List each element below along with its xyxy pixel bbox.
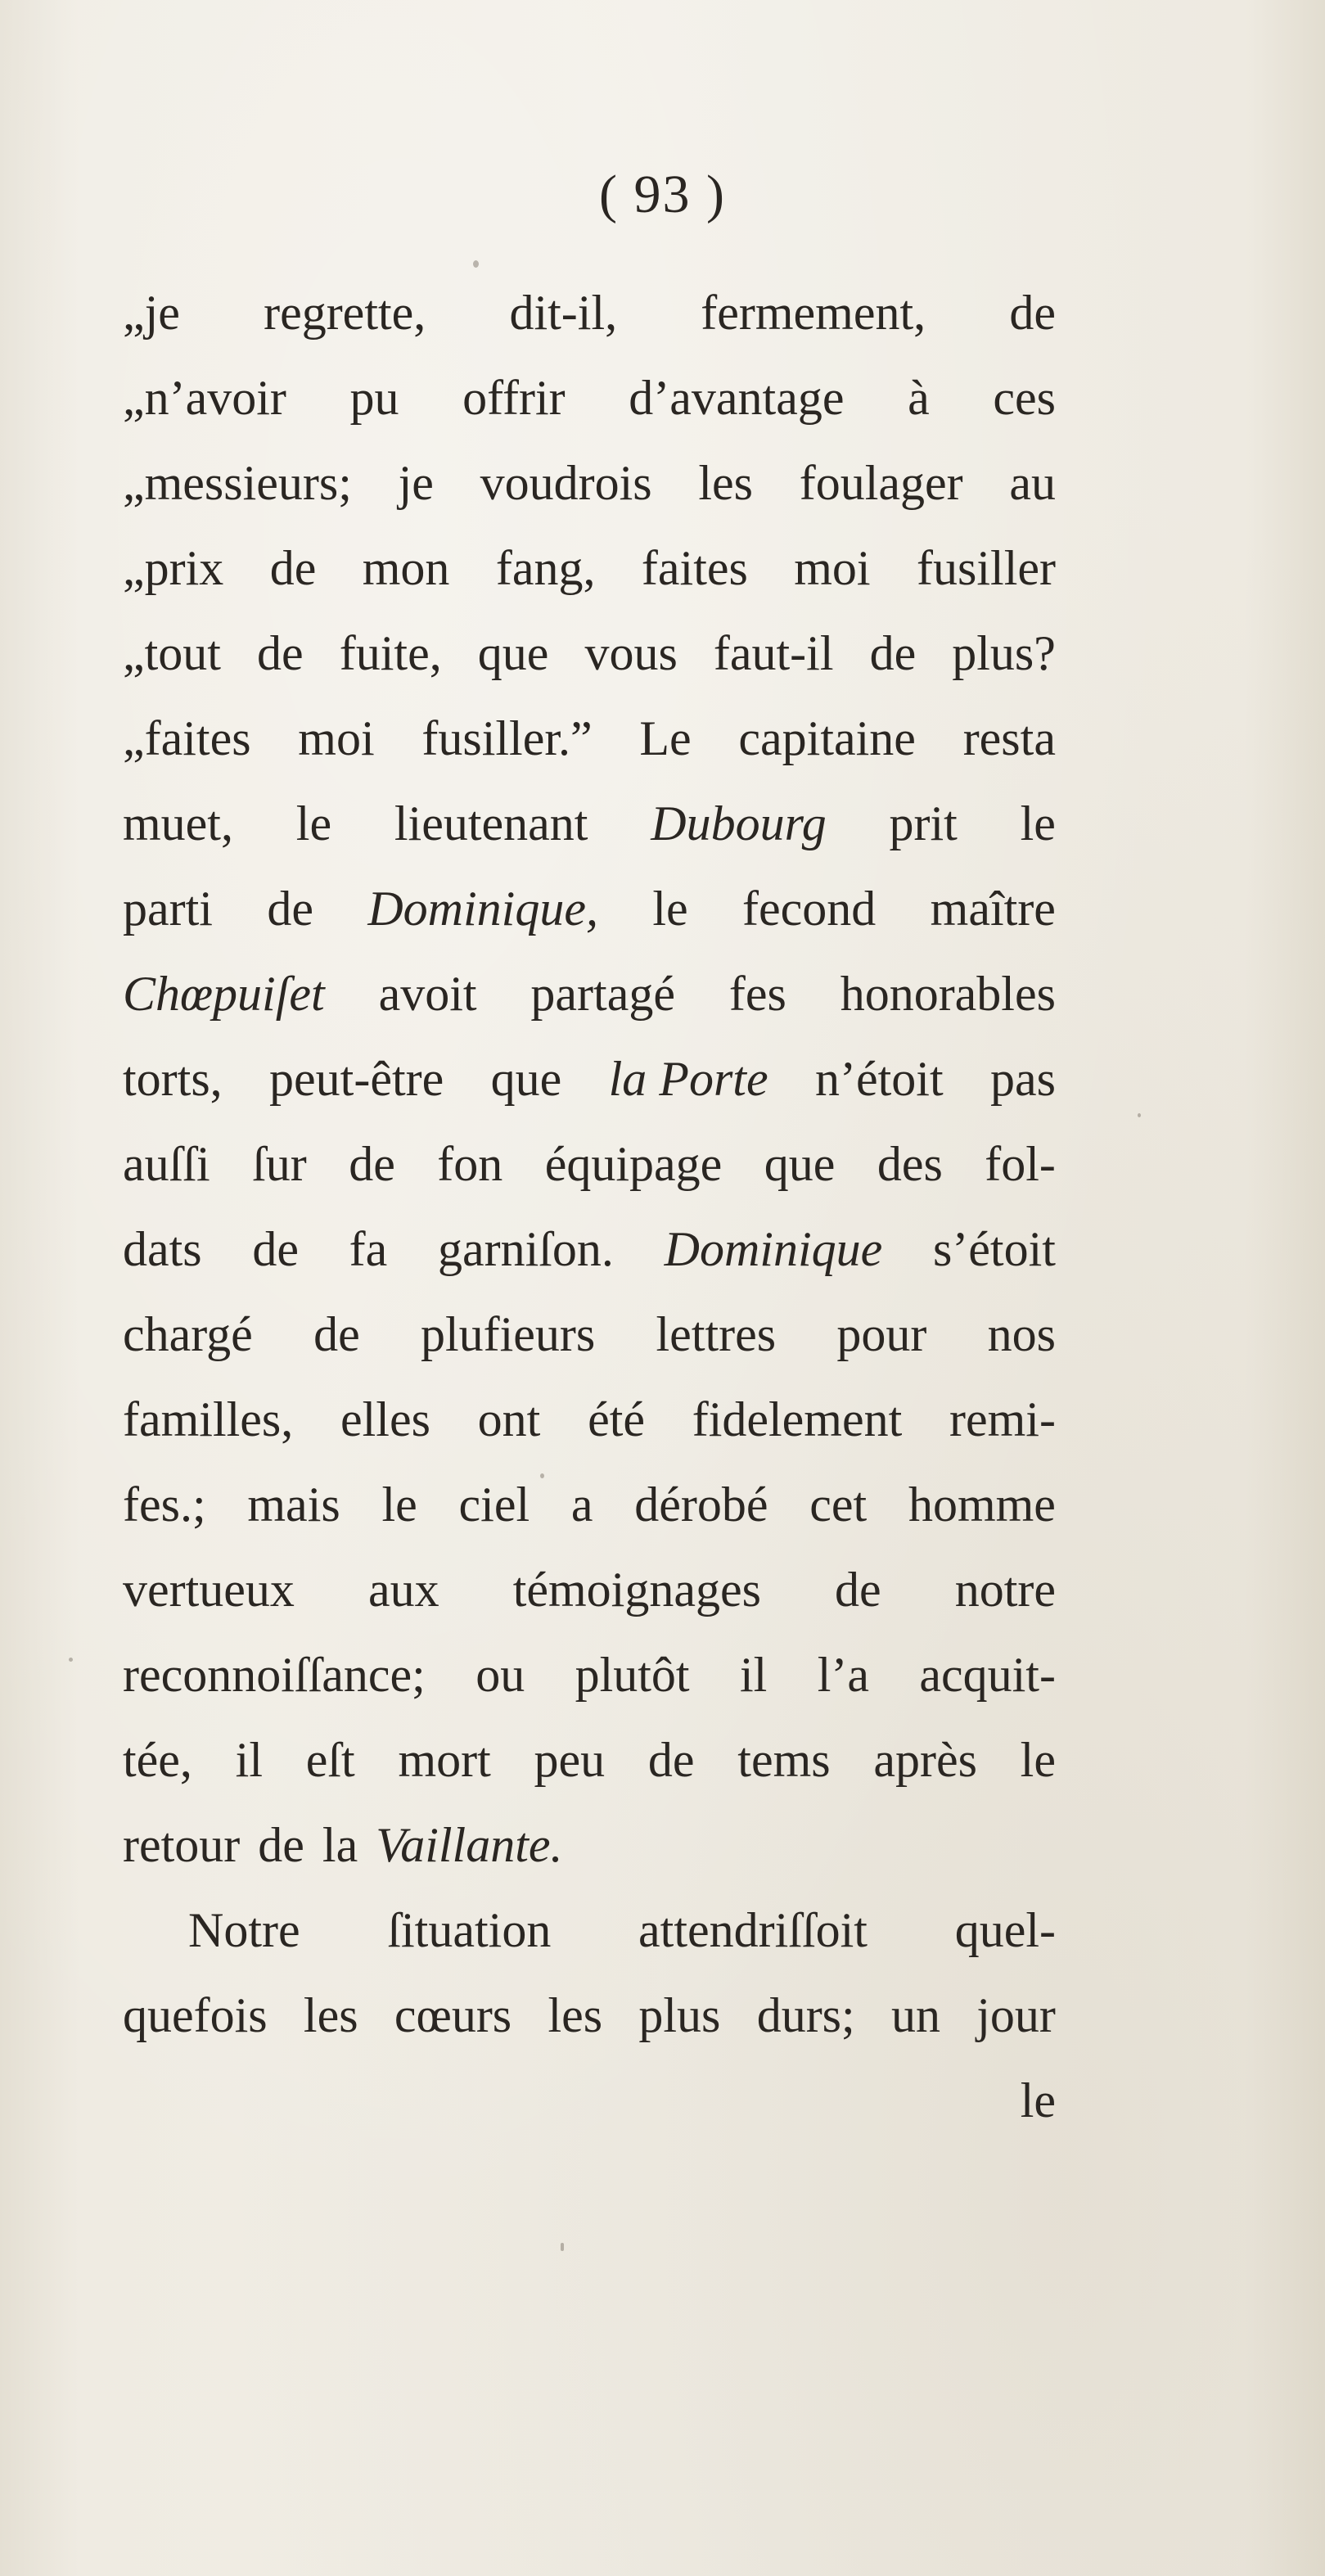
word: fecond <box>742 882 877 936</box>
paper-speck <box>540 1473 544 1478</box>
word: vertueux <box>123 1563 295 1617</box>
word: plufieurs <box>420 1307 596 1361</box>
text-line <box>123 270 1056 355</box>
word: le <box>381 1477 417 1532</box>
word: d’avantage <box>629 371 845 425</box>
word: eſt <box>305 1733 355 1787</box>
word: plus? <box>952 626 1056 680</box>
word: retour <box>123 1818 241 1872</box>
word: de <box>869 626 917 680</box>
word: n’étoit <box>815 1052 944 1106</box>
word: muet, <box>123 796 233 850</box>
word: partagé <box>530 967 675 1021</box>
word: offrir <box>462 371 566 425</box>
page-number: ( 93 ) <box>599 165 726 224</box>
text-line <box>123 1292 1056 1377</box>
word: notre <box>954 1563 1056 1617</box>
word: quel- <box>954 1903 1056 1957</box>
word: moi <box>298 711 375 765</box>
word: mort <box>398 1733 491 1787</box>
word: torts, <box>123 1052 223 1106</box>
word: après <box>873 1733 977 1787</box>
text-line <box>123 440 1056 526</box>
word: de <box>269 541 317 595</box>
word: parti <box>123 882 213 936</box>
word: „n’avoir <box>123 371 286 425</box>
word: dats <box>123 1222 202 1276</box>
word: honorables <box>840 967 1056 1021</box>
word: fidelement <box>692 1392 903 1446</box>
word: les <box>548 1988 603 2042</box>
word: équipage <box>544 1137 723 1191</box>
word: Notre <box>188 1903 300 1957</box>
word: jour <box>976 1988 1056 2042</box>
italic-name: Vaillante. <box>376 1818 563 1872</box>
text-line <box>123 1888 1056 1973</box>
word: le <box>1020 796 1056 850</box>
word: il <box>235 1733 264 1787</box>
word: ſur <box>252 1137 307 1191</box>
word: „tout <box>123 626 221 680</box>
paper-speck <box>473 260 479 268</box>
text-line <box>123 1036 1056 1121</box>
text-line <box>123 1802 1056 1888</box>
text-line <box>123 1207 1056 1292</box>
word: peut-être <box>269 1052 444 1106</box>
word: fusiller.” <box>421 711 593 765</box>
word: fusiller <box>917 541 1056 595</box>
text-line <box>123 951 1056 1036</box>
word: de <box>349 1137 395 1191</box>
word: auſſi <box>123 1137 210 1191</box>
text-line <box>123 1717 1056 1802</box>
paper-speck <box>561 2243 564 2251</box>
word: faut-il <box>713 626 834 680</box>
word: que <box>764 1137 836 1191</box>
word: fuite, <box>339 626 442 680</box>
word: l’a <box>817 1648 869 1702</box>
word: cet <box>809 1477 868 1532</box>
word: durs; <box>756 1988 855 2042</box>
word: tée, <box>123 1733 192 1787</box>
word: ces <box>993 371 1056 425</box>
word: familles, <box>123 1392 294 1446</box>
word: remi- <box>949 1392 1056 1446</box>
word: que <box>477 626 549 680</box>
word: au <box>1009 456 1056 510</box>
word: il <box>739 1648 768 1702</box>
word: quefois <box>123 1988 268 2042</box>
word: de <box>257 626 304 680</box>
word: les <box>303 1988 358 2042</box>
text-line <box>123 866 1056 951</box>
text-line <box>123 1121 1056 1207</box>
word: pas <box>990 1052 1056 1106</box>
paper-speck <box>69 1658 73 1662</box>
word: le <box>1020 1733 1056 1787</box>
italic-name: Dominique <box>664 1222 883 1276</box>
word: des <box>877 1137 943 1191</box>
word: fes.; <box>123 1477 206 1532</box>
word: de <box>313 1307 360 1361</box>
word: voudrois <box>480 456 652 510</box>
catchword-line <box>123 2058 1056 2143</box>
italic-name: la Porte <box>608 1052 768 1106</box>
word: ont <box>477 1392 541 1446</box>
word: mais <box>247 1477 340 1532</box>
italic-name: Dominique, <box>367 882 598 936</box>
word: ciel <box>458 1477 530 1532</box>
word: chargé <box>123 1307 253 1361</box>
word: „faites <box>123 711 251 765</box>
word: resta <box>962 711 1056 765</box>
word: nos <box>987 1307 1056 1361</box>
word: acquit- <box>919 1648 1056 1702</box>
word: de <box>258 1818 304 1872</box>
word: témoignages <box>512 1563 761 1617</box>
word: de <box>835 1563 881 1617</box>
word: lieutenant <box>394 796 588 850</box>
word: elles <box>340 1392 430 1446</box>
word: regrette, <box>264 286 426 340</box>
word: le <box>652 882 688 936</box>
word: mon <box>362 541 450 595</box>
word: fon <box>437 1137 503 1191</box>
word: je <box>398 456 434 510</box>
word: a <box>570 1477 593 1532</box>
word: les <box>698 456 754 510</box>
word: reconnoiſſance; <box>123 1648 426 1702</box>
word: à <box>908 371 930 425</box>
word: vous <box>584 626 678 680</box>
text-line <box>123 1462 1056 1547</box>
text-line <box>123 1547 1056 1632</box>
word: prit <box>889 796 958 850</box>
word: pu <box>349 371 399 425</box>
word: été <box>588 1392 645 1446</box>
italic-name: Chœpuiſet <box>123 967 325 1021</box>
word: foulager <box>799 456 963 510</box>
word: plutôt <box>575 1648 690 1702</box>
word: ou <box>475 1648 525 1702</box>
word: s’étoit <box>932 1222 1056 1276</box>
text-line <box>123 355 1056 440</box>
word: capitaine <box>738 711 916 765</box>
text-line <box>123 781 1056 866</box>
text-line <box>123 1973 1056 2058</box>
word: peu <box>534 1733 606 1787</box>
word: cœurs <box>394 1988 512 2042</box>
word: fa <box>349 1222 388 1276</box>
text-line <box>123 611 1056 696</box>
word: homme <box>908 1477 1056 1532</box>
word: de <box>647 1733 695 1787</box>
word: plus <box>638 1988 721 2042</box>
word: dit-il, <box>509 286 618 340</box>
word: de <box>252 1222 299 1276</box>
word: de <box>267 882 313 936</box>
word: que <box>490 1052 562 1106</box>
word: attendriſſoit <box>638 1903 868 1957</box>
text-line <box>123 526 1056 611</box>
word: pour <box>836 1307 927 1361</box>
word: fol- <box>985 1137 1056 1191</box>
word: le <box>295 796 332 850</box>
text-line <box>123 1377 1056 1462</box>
word: fes <box>728 967 786 1021</box>
word: avoit <box>378 967 477 1021</box>
word: maître <box>930 882 1056 936</box>
word: „prix <box>123 541 224 595</box>
word: „messieurs; <box>123 456 352 510</box>
word: „je <box>123 286 180 340</box>
word: dérobé <box>634 1477 768 1532</box>
word: aux <box>367 1563 439 1617</box>
word: moi <box>794 541 871 595</box>
word: la <box>322 1818 358 1872</box>
word: tems <box>737 1733 831 1787</box>
paper-speck <box>1138 1113 1141 1117</box>
word: faites <box>641 541 748 595</box>
word: fang, <box>495 541 596 595</box>
word: ſituation <box>387 1903 552 1957</box>
text-line <box>123 696 1056 781</box>
word: garniſon. <box>437 1222 614 1276</box>
catchword: le <box>1020 2073 1056 2127</box>
word: de <box>1009 286 1056 340</box>
word: lettres <box>656 1307 777 1361</box>
word: fermement, <box>701 286 926 340</box>
italic-name: Dubourg <box>651 796 827 850</box>
word: Le <box>639 711 692 765</box>
text-line <box>123 1632 1056 1717</box>
word: un <box>890 1988 940 2042</box>
body-text <box>123 270 1056 2143</box>
